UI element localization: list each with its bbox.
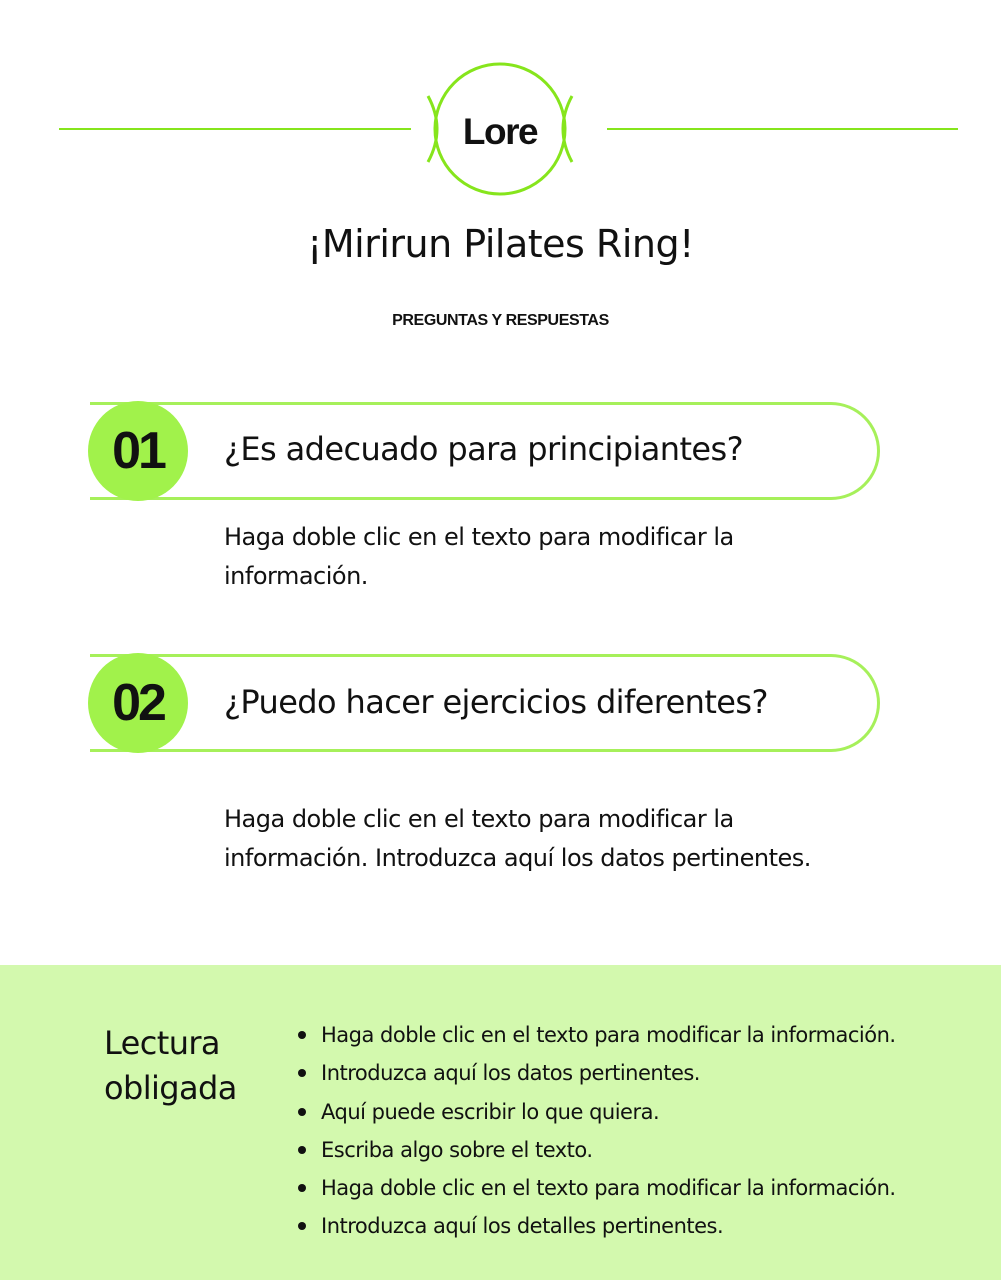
faq-number-1: 01: [88, 401, 188, 501]
list-item: Aquí puede escribir lo que quiera.: [298, 1094, 896, 1132]
reading-list: [298, 1017, 896, 1247]
reading-section: [0, 965, 1001, 1280]
page-title: ¡Mirirun Pilates Ring!: [307, 222, 694, 266]
faq-answer-2: Haga doble clic en el texto para modificar la información. Introduzca aquí los datos pertinentes.: [224, 805, 811, 872]
logo: [420, 58, 580, 200]
list-item: Introduzca aquí los datos pertinentes.: [298, 1055, 896, 1093]
header-divider-right: [607, 128, 958, 130]
header-divider-left: [59, 128, 411, 130]
logo-text: Lore: [462, 111, 538, 152]
list-item: Escriba algo sobre el texto.: [298, 1132, 896, 1170]
page-subtitle: PREGUNTAS Y RESPUESTAS: [392, 312, 609, 329]
faq-question-2: ¿Puedo hacer ejercicios diferentes?: [224, 683, 768, 721]
faq-number-2: 02: [88, 653, 188, 753]
list-item: Haga doble clic en el texto para modificar la información.: [298, 1170, 896, 1208]
reading-section-title: Lectura obligada: [104, 1024, 237, 1107]
list-item: Introduzca aquí los detalles pertinentes.: [298, 1208, 896, 1246]
faq-question-1: ¿Es adecuado para principiantes?: [224, 430, 743, 468]
faq-answer-1: Haga doble clic en el texto para modificar la información.: [224, 523, 734, 590]
list-item: Haga doble clic en el texto para modificar la información.: [298, 1017, 896, 1055]
